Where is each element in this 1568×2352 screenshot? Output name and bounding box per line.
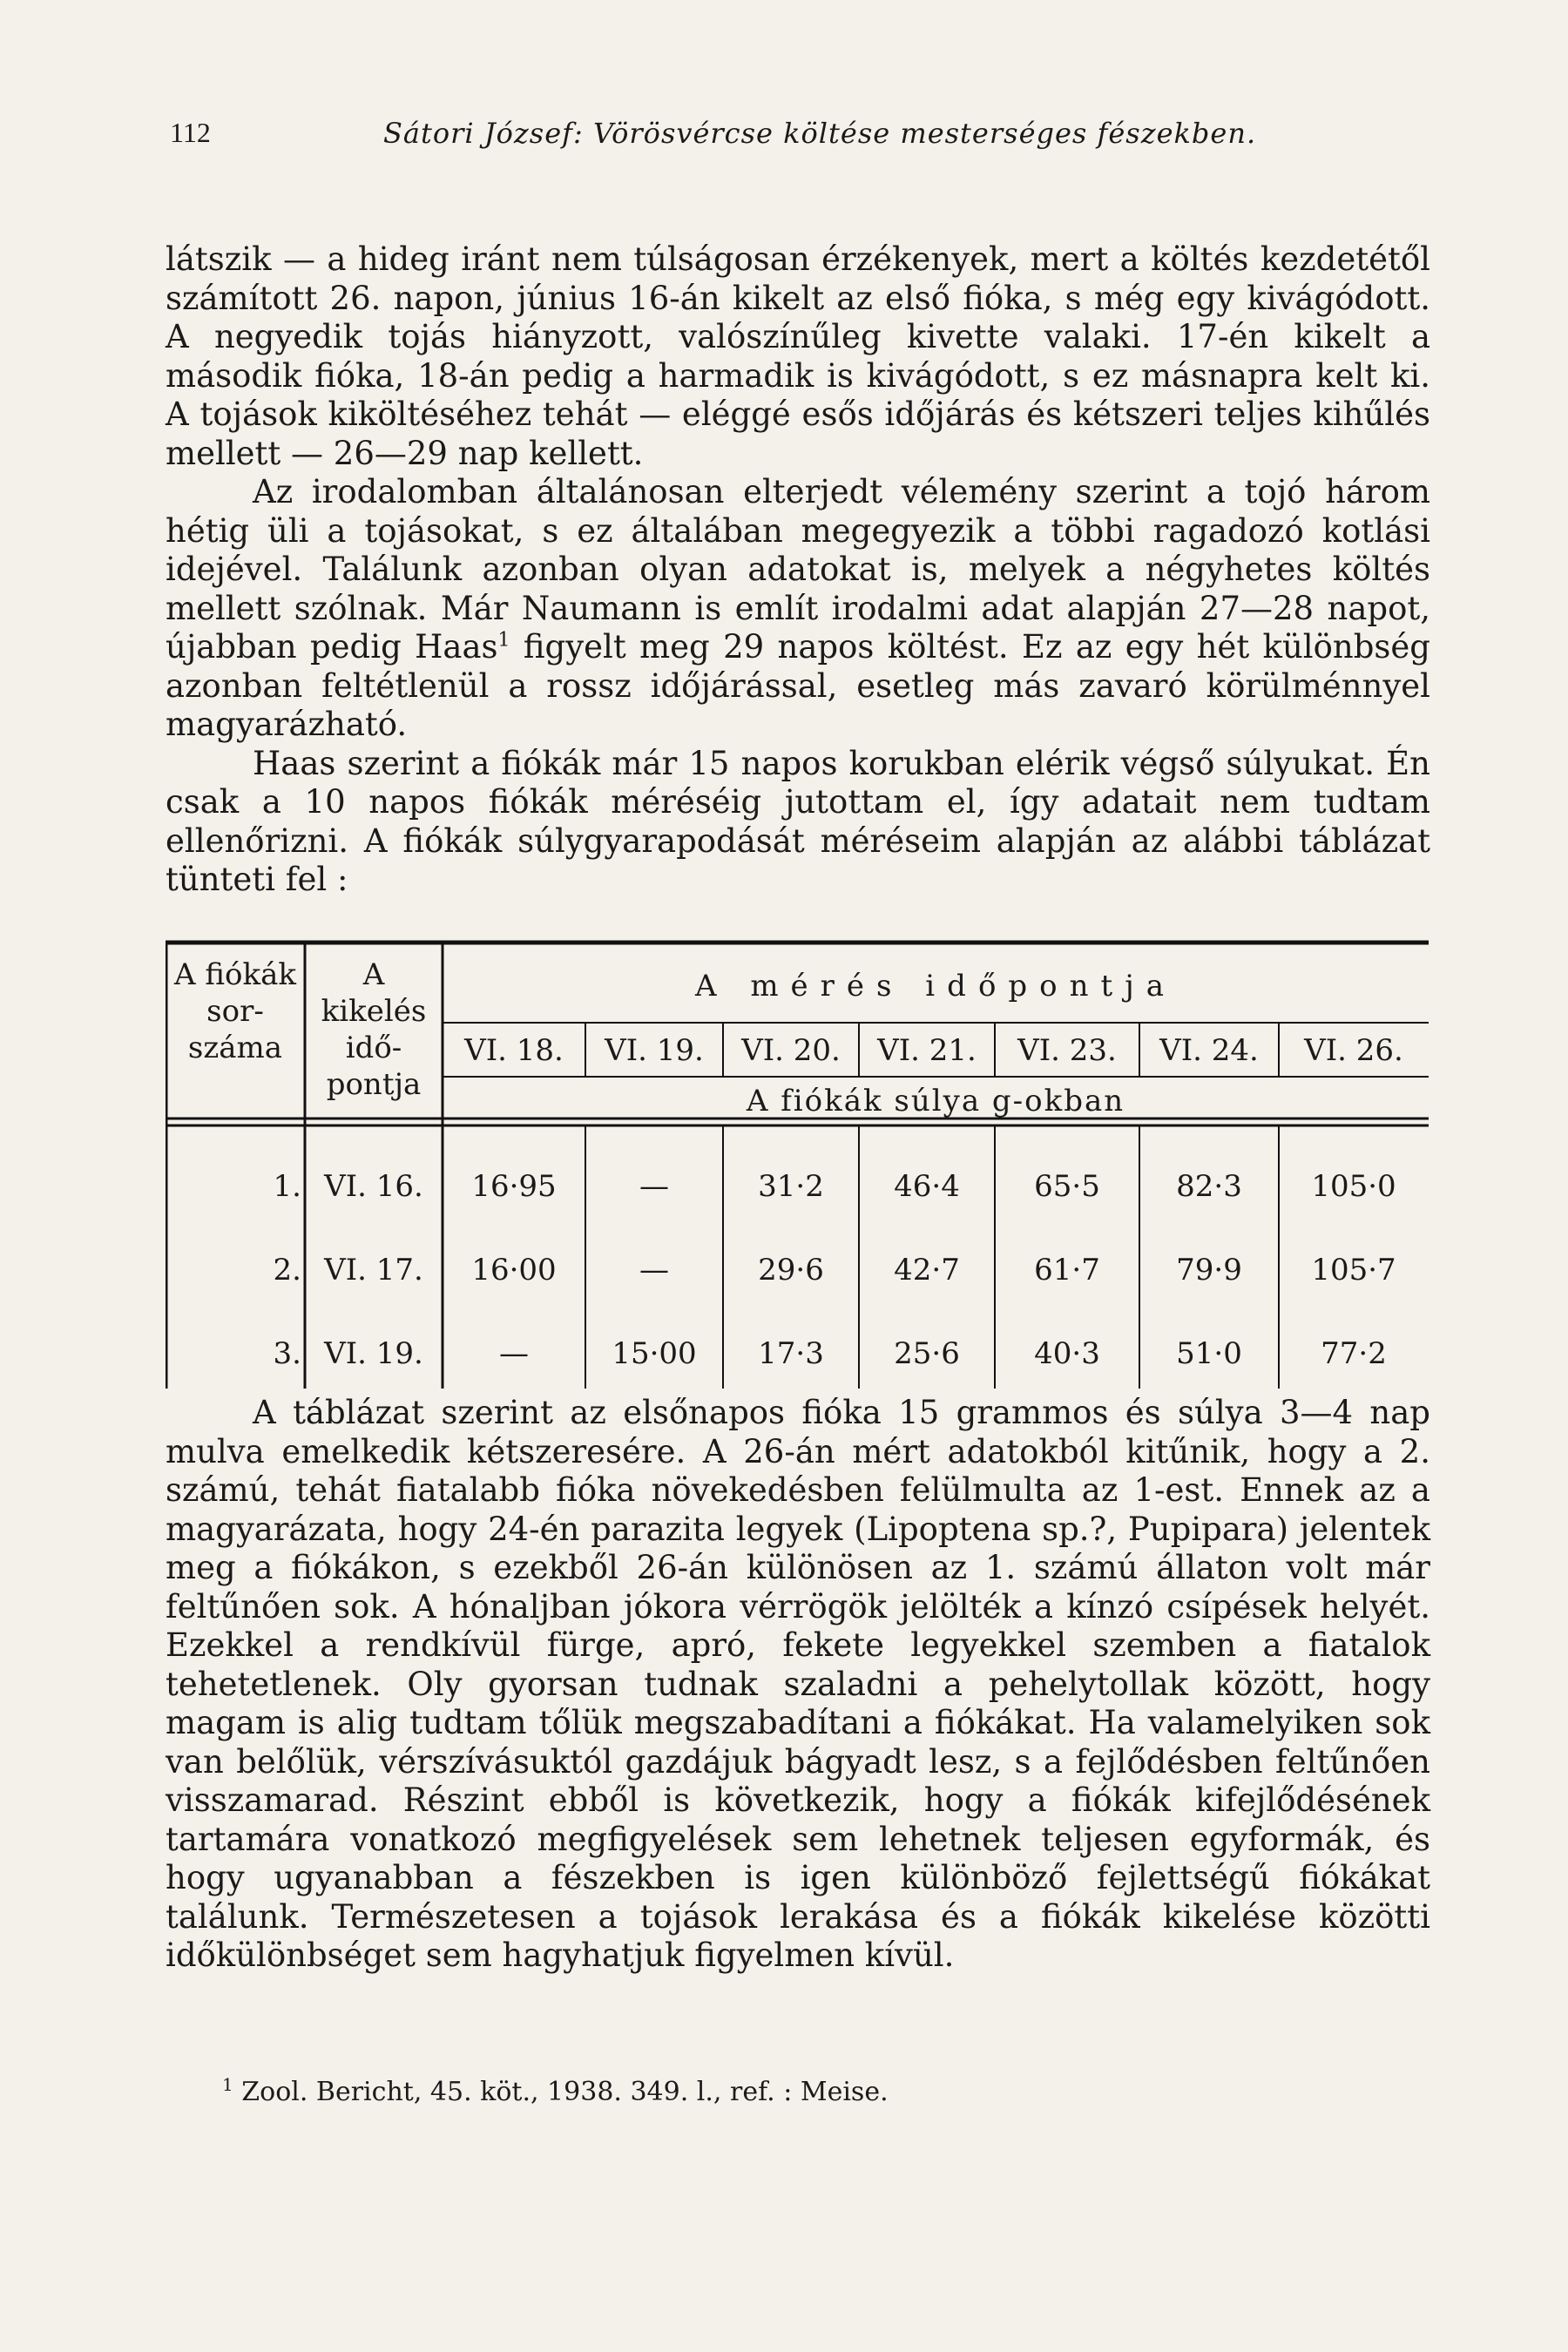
footnote-text: Zool. Bericht, 45. köt., 1938. 349. l., ref. : Meise.: [241, 2077, 889, 2107]
weight-value: 16·95: [471, 1169, 557, 1204]
date-header: VI. 21.: [877, 1033, 977, 1068]
hatch-date: VI. 19.: [324, 1336, 423, 1371]
weight-value: 77·2: [1321, 1336, 1387, 1371]
hatch-date: VI. 16.: [324, 1169, 423, 1204]
weight-table: [166, 939, 1429, 1392]
weight-value: 61·7: [1034, 1253, 1100, 1288]
weight-value: 46·4: [894, 1169, 960, 1204]
col-header-hatched: A kikelés idő-pontja: [321, 957, 427, 1102]
page-header: [170, 112, 1433, 164]
date-header: VI. 18.: [464, 1033, 564, 1068]
date-header: VI. 19.: [605, 1033, 704, 1068]
text-after-table: [166, 1394, 1430, 1976]
unit-header: A fiókák súlya g-okban: [746, 1084, 1125, 1119]
weight-value: 25·6: [894, 1336, 960, 1371]
weight-value: 82·3: [1176, 1169, 1242, 1204]
weight-value: 42·7: [894, 1253, 960, 1288]
weight-value: 40·3: [1034, 1336, 1100, 1371]
date-header: VI. 24.: [1159, 1033, 1259, 1068]
col-header-number: A fiókák sor-száma: [174, 957, 296, 1065]
weight-value: 51·0: [1176, 1336, 1242, 1371]
weight-value: 16·00: [471, 1253, 557, 1288]
paragraph-text: figyelt meg 29 napos költést. Ez az egy hét különbség azonban feltétlenül a rossz időjárással, esetleg más zavaró körülménnyel magyarázható.: [166, 628, 1430, 743]
weight-value: 65·5: [1034, 1169, 1100, 1204]
row-number: 2.: [273, 1253, 301, 1288]
text-before-table: [166, 240, 1430, 900]
paragraph: A táblázat szerint az elsőnapos fióka 15 grammos és súlya 3—4 nap mulva emelkedik kétszeresére. A 26-án mért adatokból kitűnik, hogy a 2. számú, tehát fiatalabb fióka növekedésben felülmulta az 1-est. Ennek az a magyarázata, hogy 24-én parazita legyek (Lipoptena sp.?, Pupipara) jelentek meg a fiókákon, s ezekből 26-án különösen az 1. számú állaton volt már feltűnően sok. A hónaljban jókora vérrögök jelölték a kínzó csípések helyét. Ezekkel a rendkívül fürge, apró, fekete legyekkel szemben a fiatalok tehetetlenek. Oly gyorsan tudnak szaladni a pehelytollak között, hogy magam is alig tudtam tőlük megszabadítani a fiókákat. Ha valamelyiken sok van belőlük, vérszívásuktól gazdájuk bágyadt lesz, s a fejlődésben feltűnően visszamarad. Részint ebből is következik, hogy a fiókák kifejlődésének tartamára vonatkozó megfigyelések sem lehetnek teljesen egyformák, és hogy ugyanabban a fészekben is igen különböző fejlettségű fiókákat találunk. Természetesen a tojások lerakása és a fiókák kikelése közötti időkülönbséget sem hagyhatjuk figyelmen kívül.: [166, 1394, 1430, 1974]
weight-value: 105·0: [1311, 1169, 1396, 1204]
paragraph: látszik — a hideg iránt nem túlságosan érzékenyek, mert a költés kezdetétől számított 26. napon, június 16-án kikelt az első fióka, s még egy kivágódott. A negyedik tojás hiányzott, valószínűleg kivette valaki. 17-én kikelt a második fióka, 18-án pedig a harmadik is kivágódott, s ez másnapra kelt ki. A tojások kiköltéséhez tehát — eléggé esős időjárás és kétszeri teljes kihűlés mellett — 26—29 nap kellett.: [166, 240, 1430, 472]
row-number: 3.: [273, 1336, 301, 1371]
date-header: VI. 23.: [1017, 1033, 1117, 1068]
date-header: VI. 20.: [741, 1033, 841, 1068]
date-header: VI. 26.: [1304, 1033, 1403, 1068]
weight-value: 105·7: [1311, 1253, 1396, 1288]
paragraph-text: Az irodalomban általánosan elterjedt vélemény szerint a tojó három hétig üli a tojásokat, s ez általában megegyezik a többi ragadozó kotlási idejével. Találunk azonban olyan adatokat is, melyek a négyhetes költés mellett szólnak. Már Naumann is említ irodalmi adat alapján 27—28 napot, újabban pedig Haas: [166, 473, 1430, 666]
row-number: 1.: [273, 1169, 301, 1204]
weight-value: 29·6: [758, 1253, 824, 1288]
weight-value: 15·00: [612, 1336, 697, 1371]
weight-value: —: [499, 1336, 529, 1371]
footnote: [222, 2074, 1355, 2108]
weight-value: —: [639, 1169, 669, 1204]
footnote-reference: 1: [497, 629, 510, 652]
paragraph: [166, 473, 1430, 745]
weight-value: —: [639, 1253, 669, 1288]
weight-value: 17·3: [758, 1336, 824, 1371]
paragraph: Haas szerint a fiókák már 15 napos korukban elérik végső súlyukat. Én csak a 10 napos fiókák méréséig jutottam el, így adatait nem tudtam ellenőrizni. A fiókák súlygyarapodását méréseim alapján az alábbi táblázat tünteti fel :: [166, 744, 1430, 898]
weight-value: 31·2: [758, 1169, 824, 1204]
span-header: A mérés időpontja: [694, 969, 1177, 1004]
page-number: 112: [170, 117, 211, 148]
weight-value: 79·9: [1176, 1253, 1242, 1288]
footnote-mark: 1: [222, 2074, 233, 2095]
running-title: Sátori József: Vörösvércse költése mesterséges fészekben.: [383, 117, 1257, 150]
hatch-date: VI. 17.: [324, 1253, 423, 1288]
